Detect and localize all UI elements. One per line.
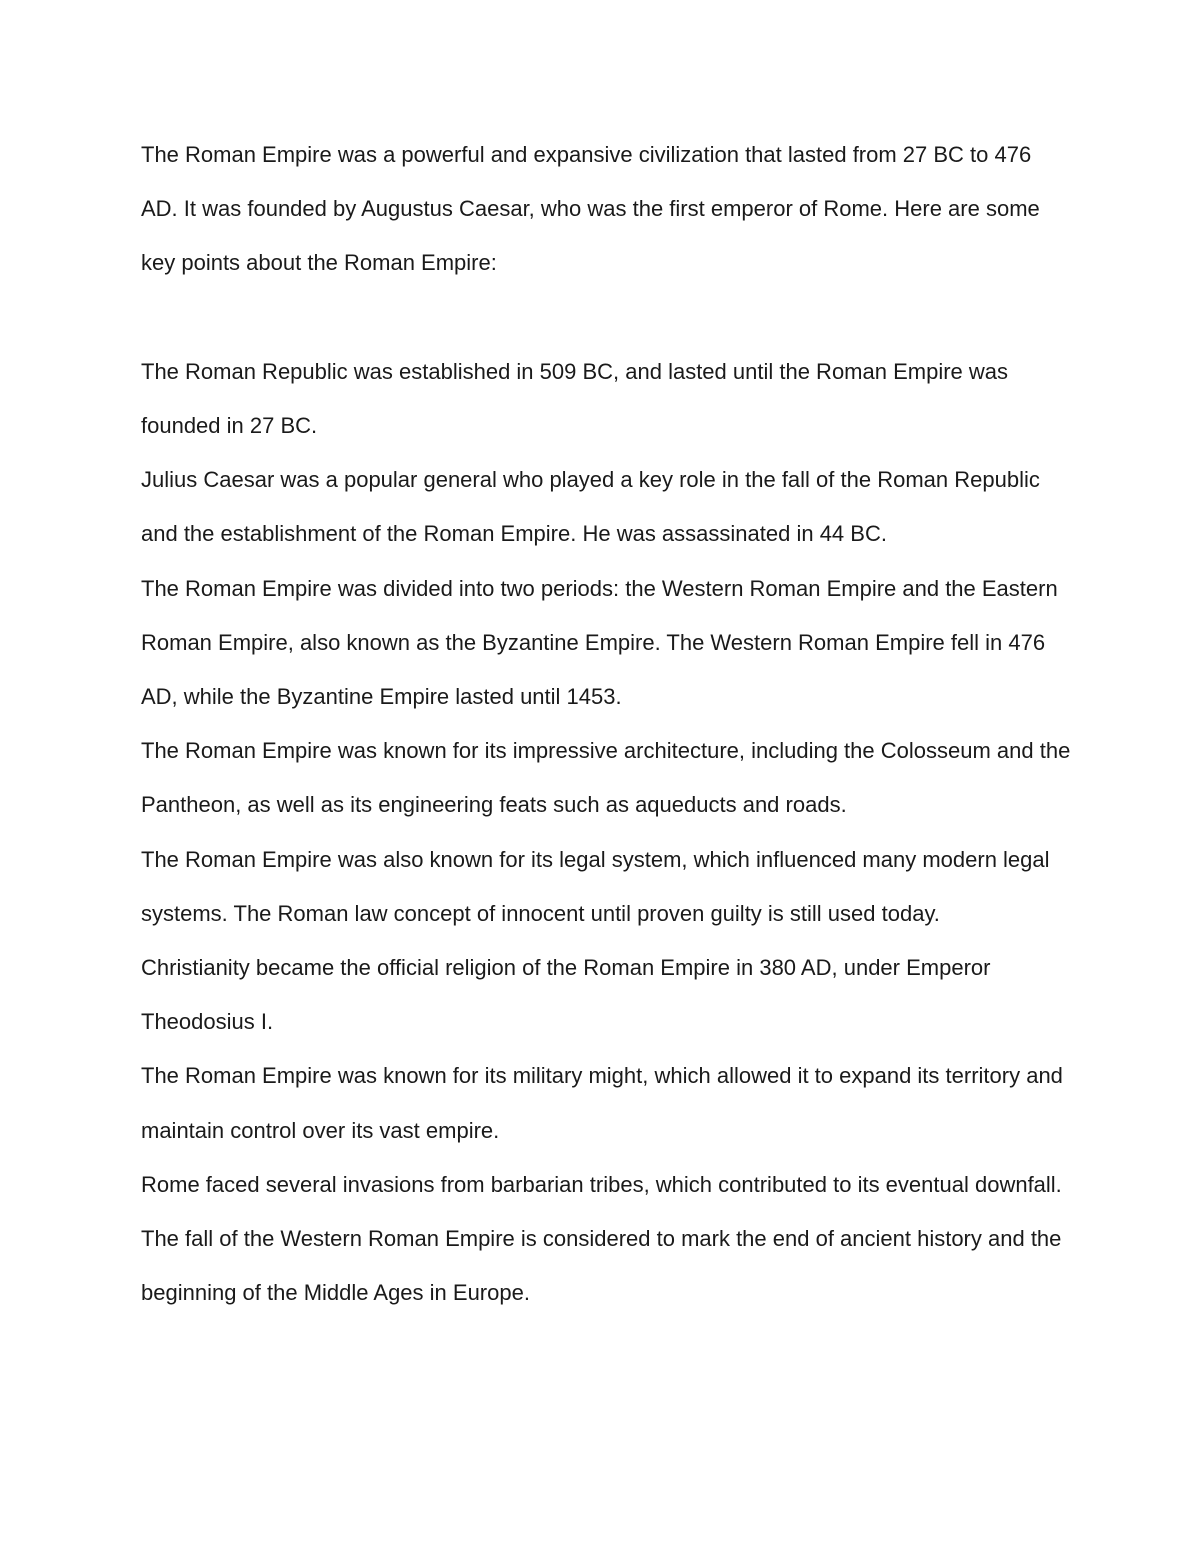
point-division: The Roman Empire was divided into two periods: the Western Roman Empire and the Eastern Roman Empire, also known as the Byzantine Empire. The Western Roman Empire fell in 476 AD, while the Byzantine Empire lasted until 1453. — [141, 575, 1058, 710]
point-military: The Roman Empire was known for its military might, which allowed it to expand its territory and maintain control over its vast empire. — [141, 1063, 1063, 1143]
point-fall: The fall of the Western Roman Empire is considered to mark the end of ancient history and the beginning of the Middle Ages in Europe. — [141, 1226, 1062, 1306]
point-architecture: The Roman Empire was known for its impressive architecture, including the Colosseum and the Pantheon, as well as its engineering feats such as aqueducts and roads. — [141, 738, 1071, 818]
point-republic: The Roman Republic was established in 509 BC, and lasted until the Roman Empire was founded in 27 BC. — [141, 358, 1009, 438]
paragraph-spacer — [141, 291, 1071, 345]
point-legal-system: The Roman Empire was also known for its legal system, which influenced many modern legal systems. The Roman law concept of innocent until proven guilty is still used today. — [141, 846, 1050, 926]
point-christianity: Christianity became the official religion of the Roman Empire in 380 AD, under Emperor Theodosius I. — [141, 955, 991, 1035]
point-invasions: Rome faced several invasions from barbarian tribes, which contributed to its eventual downfall. — [141, 1171, 1062, 1197]
document-body — [141, 128, 1071, 1320]
intro-paragraph: The Roman Empire was a powerful and expansive civilization that lasted from 27 BC to 476 AD. It was founded by Augustus Caesar, who was the first emperor of Rome. Here are some key points about the Roman Empire: — [141, 142, 1040, 276]
point-julius-caesar: Julius Caesar was a popular general who played a key role in the fall of the Roman Republic and the establishment of the Roman Empire. He was assassinated in 44 BC. — [141, 467, 1040, 547]
